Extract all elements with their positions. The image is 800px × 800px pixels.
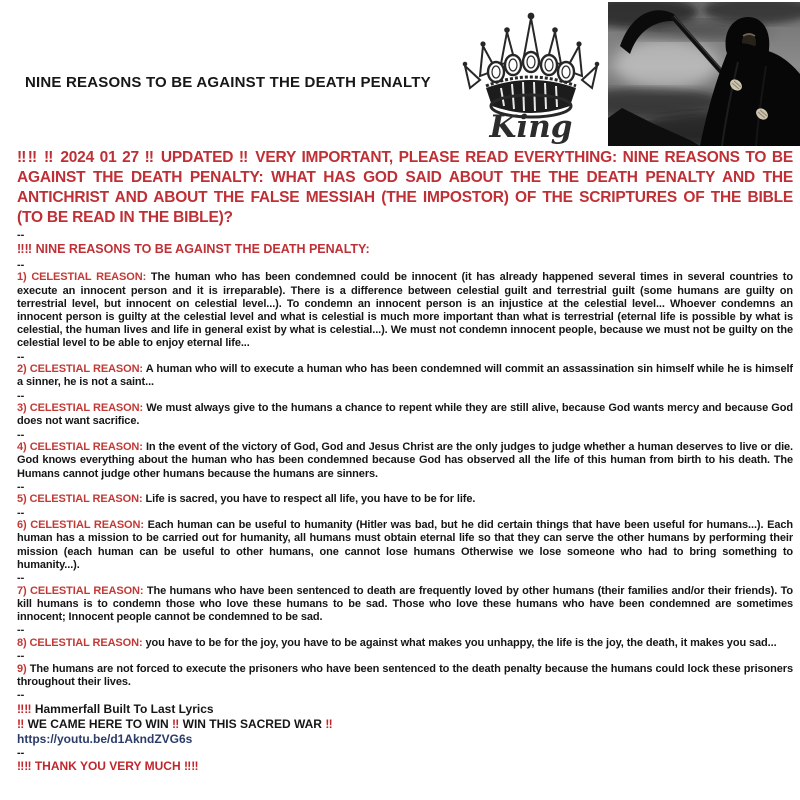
- reason-paragraph: [17, 441, 793, 481]
- nine-reasons-list-header: ‼‼ NINE REASONS TO BE AGAINST THE DEATH PENALTY:: [17, 242, 370, 257]
- updated-heading: ‼‼ ‼ 2024 01 27 ‼ UPDATED ‼ VERY IMPORTANT, PLEASE READ EVERYTHING: NINE REASONS TO BE AGAINST THE DEATH PENALTY: WHAT HAS GOD SAID ABOUT THE THE DEATH PENALTY AND THE ANTICHRIST AND ABOUT THE FALSE MESSIAH (THE IMPOSTOR) OF THE SCRIPTURES OF THE BIBLE (TO BE READ IN THE BIBLE)?: [17, 149, 793, 227]
- footer-segment: ‼: [325, 716, 333, 731]
- footer-lines: [17, 702, 793, 775]
- reason-text: Life is sacred, you have to respect all life, you have to be for life.: [145, 493, 476, 506]
- reason-paragraph: [17, 585, 793, 625]
- footer-segment: ‼‼ THANK YOU VERY MUCH ‼‼: [17, 759, 199, 774]
- reason-label: 5) CELESTIAL REASON:: [17, 493, 146, 506]
- reason-text: A human who will to execute a human who has been condemned will commit an assassination sin himself while he is himself a sinner, he is not a saint...: [17, 363, 793, 389]
- separator: --: [17, 506, 25, 519]
- reason-label: 2) CELESTIAL REASON:: [17, 363, 146, 376]
- page-title: NINE REASONS TO BE AGAINST THE DEATH PENALTY: [25, 74, 431, 92]
- reason-text: you have to be for the joy, you have to be against what makes you unhappy, the life is the joy, the death, it makes you sad...: [145, 636, 777, 649]
- reason-label: 1) CELESTIAL REASON:: [17, 271, 151, 284]
- reason-text: The humans are not forced to execute the prisoners who have been sentenced to the death penalty because the humans could lock these prisoners throughout their lives.: [17, 662, 793, 688]
- footer-segment: Hammerfall Built To Last Lyrics: [34, 701, 214, 716]
- separator: --: [17, 389, 25, 402]
- reason-paragraph: [17, 663, 793, 689]
- reason-text: In the event of the victory of God, God and Jesus Christ are the only judges to judge whether a human deserves to live or die. God knows everything about the human who has been condemned because God has observed all the life of this human from birth to his death. The Humans cannot judge other humans because the humans are sinners.: [17, 441, 793, 480]
- document-body: [17, 148, 793, 774]
- reason-text: The humans who have been sentenced to death are frequently loved by other humans (their families and/or their friends). To kill humans is to condemn those who love these humans to be sad. Those who love these humans who have been condemned are sometimes innocent; Innocent people cannot be condemned to be sad.: [17, 584, 793, 624]
- separator: --: [17, 428, 25, 441]
- reason-paragraph: [17, 637, 793, 650]
- youtube-link[interactable]: https://youtu.be/d1AkndZVG6s: [17, 731, 193, 746]
- footer-segment: ‼‼: [17, 701, 35, 716]
- reason-text: The human who has been condemned could be innocent (it has already happened several times in several countries to execute an innocent person and it is irreparable). There is a difference between celestial guilt and terrestrial guilt (some humans are guilty on terrestrial level, but innocent on celestial level...). To condemn an innocent person is an injustice at the celestial level... Whoever condemns an innocent person is guilty at the celestial level and what is celestial is much more important than what is terrestrial (eternal life is possible by what is celestial, the human lives and life in general exist by what is celestial...). We must not condemn innocent people, because we must not be guilty on the celestial level to be able to enjoy eternal life...: [17, 271, 793, 350]
- footer-segment: ‼: [17, 716, 28, 731]
- separator: --: [17, 258, 25, 271]
- footer-segment: --: [17, 746, 25, 759]
- crown-king-image: [456, 6, 606, 144]
- crown-icon: [456, 6, 606, 144]
- reason-paragraph: [17, 519, 793, 572]
- separator: --: [17, 228, 25, 241]
- separator: --: [17, 572, 25, 585]
- grim-reaper-icon: [608, 2, 800, 146]
- separator: --: [17, 480, 25, 493]
- footer-segment: WIN THIS SACRED WAR: [182, 716, 326, 731]
- grim-reaper-image: [608, 2, 800, 146]
- separator: --: [17, 689, 25, 702]
- lyrics-line: [17, 702, 793, 717]
- reason-label: 7) CELESTIAL REASON:: [17, 584, 147, 597]
- separator: --: [17, 350, 25, 363]
- reason-paragraph: [17, 271, 793, 350]
- footer-segment: WE CAME HERE TO WIN: [27, 716, 173, 731]
- reason-paragraph: [17, 402, 793, 428]
- war-line: [17, 717, 793, 732]
- reason-paragraph: [17, 363, 793, 389]
- reasons-list: [17, 271, 793, 701]
- reason-label: 3) CELESTIAL REASON:: [17, 402, 147, 415]
- reason-label: 8) CELESTIAL REASON:: [17, 636, 146, 649]
- reason-label: 4) CELESTIAL REASON:: [17, 441, 146, 454]
- reason-label: 6) CELESTIAL REASON:: [17, 519, 148, 532]
- footer-separator: [17, 747, 793, 760]
- thank-you-line: [17, 759, 793, 774]
- reason-paragraph: [17, 493, 793, 506]
- crown-caption: King: [489, 109, 573, 144]
- reason-text: We must always give to the humans a chance to repent while they are still alive, because God wants mercy and because God does not want sacrifice.: [17, 402, 793, 428]
- separator: --: [17, 624, 25, 637]
- reason-text: Each human can be useful to humanity (Hitler was bad, but he did certain things that have been useful for humans...). Each human has a mission to be carried out for humanity, all humans must obtain eternal life so that they can serve the other humans by performing their mission (each human can be useful to other humans, one cannot lose humans Otherwise we lose someone who had to bring something to humanity...).: [17, 519, 793, 571]
- footer-segment: ‼: [172, 716, 183, 731]
- separator: --: [17, 650, 25, 663]
- reason-label: 9): [17, 662, 30, 675]
- youtube-link-line: [17, 732, 793, 747]
